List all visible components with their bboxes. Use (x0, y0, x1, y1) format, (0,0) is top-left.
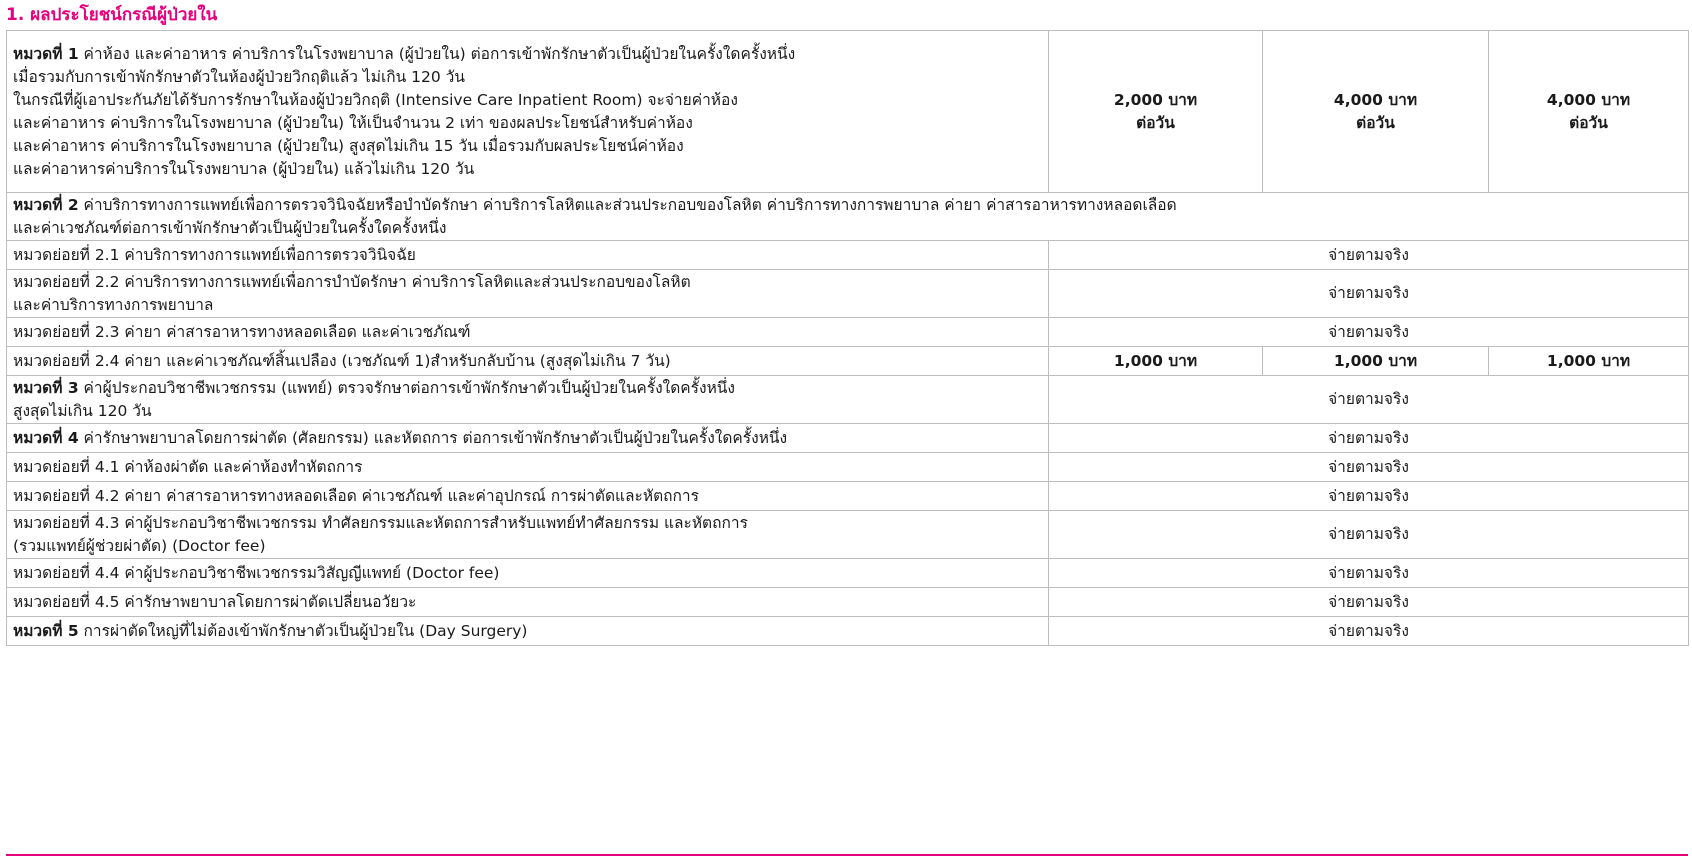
table-row-sub2-2 (7, 270, 1689, 318)
sub4-5-value: จ่ายตามจริง (1049, 588, 1689, 617)
table-row-cat5 (7, 617, 1689, 646)
table-row-sub4-5 (7, 588, 1689, 617)
table-row-sub2-3 (7, 318, 1689, 347)
plan-1-room-benefit: 2,000 บาท ต่อวัน (1049, 31, 1263, 193)
cat1-line: เมื่อรวมกับการเข้าพักรักษาตัวในห้องผู้ป่วยวิกฤติแล้ว ไม่เกิน 120 วัน (13, 67, 465, 86)
sub2-2-value: จ่ายตามจริง (1049, 270, 1689, 318)
sub4-1-value: จ่ายตามจริง (1049, 453, 1689, 482)
sub2-1-description: หมวดย่อยที่ 2.1 ค่าบริการทางการแพทย์เพื่อการตรวจวินิจฉัย (7, 241, 1049, 270)
cat1-line: ในกรณีที่ผู้เอาประกันภัยได้รับการรักษาในห้องผู้ป่วยวิกฤติ (Intensive Care Inpatient Room) จะจ่ายค่าห้อง (13, 90, 738, 109)
sub2-2-description: หมวดย่อยที่ 2.2 ค่าบริการทางการแพทย์เพื่อการบำบัดรักษา ค่าบริการโลหิตและส่วนประกอบของโลหิต และค่าบริการทางการพยาบาล (7, 270, 1049, 318)
plan-1-home-medicine: 1,000 บาท (1049, 347, 1263, 376)
cat5-value: จ่ายตามจริง (1049, 617, 1689, 646)
sub4-2-value: จ่ายตามจริง (1049, 482, 1689, 511)
table-row-sub4-1 (7, 453, 1689, 482)
table-row-sub2-1 (7, 241, 1689, 270)
cat4-value: จ่ายตามจริง (1049, 424, 1689, 453)
sub2-3-value: จ่ายตามจริง (1049, 318, 1689, 347)
table-row-sub4-4 (7, 559, 1689, 588)
benefits-table (6, 30, 1689, 646)
sub4-3-value: จ่ายตามจริง (1049, 511, 1689, 559)
bottom-accent-line (6, 854, 1688, 856)
plan-3-home-medicine: 1,000 บาท (1489, 347, 1689, 376)
section-title: 1. ผลประโยชน์กรณีผู้ป่วยใน (6, 5, 218, 25)
table-row-sub4-2 (7, 482, 1689, 511)
plan-2-room-benefit: 4,000 บาท ต่อวัน (1263, 31, 1489, 193)
table-row-cat4 (7, 424, 1689, 453)
cat3-description: หมวดที่ 3 ค่าผู้ประกอบวิชาชีพเวชกรรม (แพทย์) ตรวจรักษาต่อการเข้าพักรักษาตัวเป็นผู้ป่วยในครั้งใดครั้งหนึ่ง สูงสุดไม่เกิน 120 วัน (7, 376, 1049, 424)
sub4-3-description: หมวดย่อยที่ 4.3 ค่าผู้ประกอบวิชาชีพเวชกรรม ทำศัลยกรรมและหัตถการสำหรับแพทย์ทำศัลยกรรม และหัตถการ (รวมแพทย์ผู้ช่วยผ่าตัด) (Doctor fee) (7, 511, 1049, 559)
table-row-cat2 (7, 193, 1689, 241)
sub4-5-description: หมวดย่อยที่ 4.5 ค่ารักษาพยาบาลโดยการผ่าตัดเปลี่ยนอวัยวะ (7, 588, 1049, 617)
cat3-value: จ่ายตามจริง (1049, 376, 1689, 424)
sub4-4-value: จ่ายตามจริง (1049, 559, 1689, 588)
cat1-line: และค่าอาหาร ค่าบริการในโรงพยาบาล (ผู้ป่วยใน) ให้เป็นจำนวน 2 เท่า ของผลประโยชน์สำหรับค่าห้อง (13, 113, 693, 132)
cat2-label: หมวดที่ 2 (13, 195, 79, 214)
sub2-4-description: หมวดย่อยที่ 2.4 ค่ายา และค่าเวชภัณฑ์สิ้นเปลือง (เวชภัณฑ์ 1)สำหรับกลับบ้าน (สูงสุดไม่เกิน 7 วัน) (7, 347, 1049, 376)
table-row-cat1 (7, 31, 1689, 193)
cat4-label: หมวดที่ 4 (13, 428, 79, 447)
sub4-4-description: หมวดย่อยที่ 4.4 ค่าผู้ประกอบวิชาชีพเวชกรรมวิสัญญีแพทย์ (Doctor fee) (7, 559, 1049, 588)
cat1-line: และค่าอาหารค่าบริการในโรงพยาบาล (ผู้ป่วยใน) แล้วไม่เกิน 120 วัน (13, 159, 475, 178)
table-row-sub4-3 (7, 511, 1689, 559)
plan-3-room-benefit: 4,000 บาท ต่อวัน (1489, 31, 1689, 193)
plan-2-home-medicine: 1,000 บาท (1263, 347, 1489, 376)
table-row-sub2-4 (7, 347, 1689, 376)
sub2-3-description: หมวดย่อยที่ 2.3 ค่ายา ค่าสารอาหารทางหลอดเลือด และค่าเวชภัณฑ์ (7, 318, 1049, 347)
cat1-description (7, 31, 1049, 193)
cat1-label: หมวดที่ 1 (13, 44, 79, 63)
cat5-description: หมวดที่ 5 การผ่าตัดใหญ่ที่ไม่ต้องเข้าพักรักษาตัวเป็นผู้ป่วยใน (Day Surgery) (7, 617, 1049, 646)
sub4-1-description: หมวดย่อยที่ 4.1 ค่าห้องผ่าตัด และค่าห้องทำหัตถการ (7, 453, 1049, 482)
cat1-line: และค่าอาหาร ค่าบริการในโรงพยาบาล (ผู้ป่วยใน) สูงสุดไม่เกิน 15 วัน เมื่อรวมกับผลประโยชน์ค่าห้อง (13, 136, 684, 155)
cat2-description: หมวดที่ 2 ค่าบริการทางการแพทย์เพื่อการตรวจวินิจฉัยหรือบำบัดรักษา ค่าบริการโลหิตและส่วนประกอบของโลหิต ค่าบริการทางการพยาบาล ค่ายา ค่าสารอาหารทางหลอดเลือด และค่าเวชภัณฑ์ต่อการเข้าพักรักษาตัวเป็นผู้ป่วยในครั้งใดครั้งหนึ่ง (7, 193, 1689, 241)
cat3-label: หมวดที่ 3 (13, 378, 79, 397)
sub4-2-description: หมวดย่อยที่ 4.2 ค่ายา ค่าสารอาหารทางหลอดเลือด ค่าเวชภัณฑ์ และค่าอุปกรณ์ การผ่าตัดและหัตถการ (7, 482, 1049, 511)
table-row-cat3 (7, 376, 1689, 424)
cat1-line: ค่าห้อง และค่าอาหาร ค่าบริการในโรงพยาบาล (ผู้ป่วยใน) ต่อการเข้าพักรักษาตัวเป็นผู้ป่วยในครั้งใดครั้งหนึ่ง (83, 44, 796, 63)
sub2-1-value: จ่ายตามจริง (1049, 241, 1689, 270)
cat5-label: หมวดที่ 5 (13, 621, 79, 640)
cat4-description: หมวดที่ 4 ค่ารักษาพยาบาลโดยการผ่าตัด (ศัลยกรรม) และหัตถการ ต่อการเข้าพักรักษาตัวเป็นผู้ป่วยในครั้งใดครั้งหนึ่ง (7, 424, 1049, 453)
